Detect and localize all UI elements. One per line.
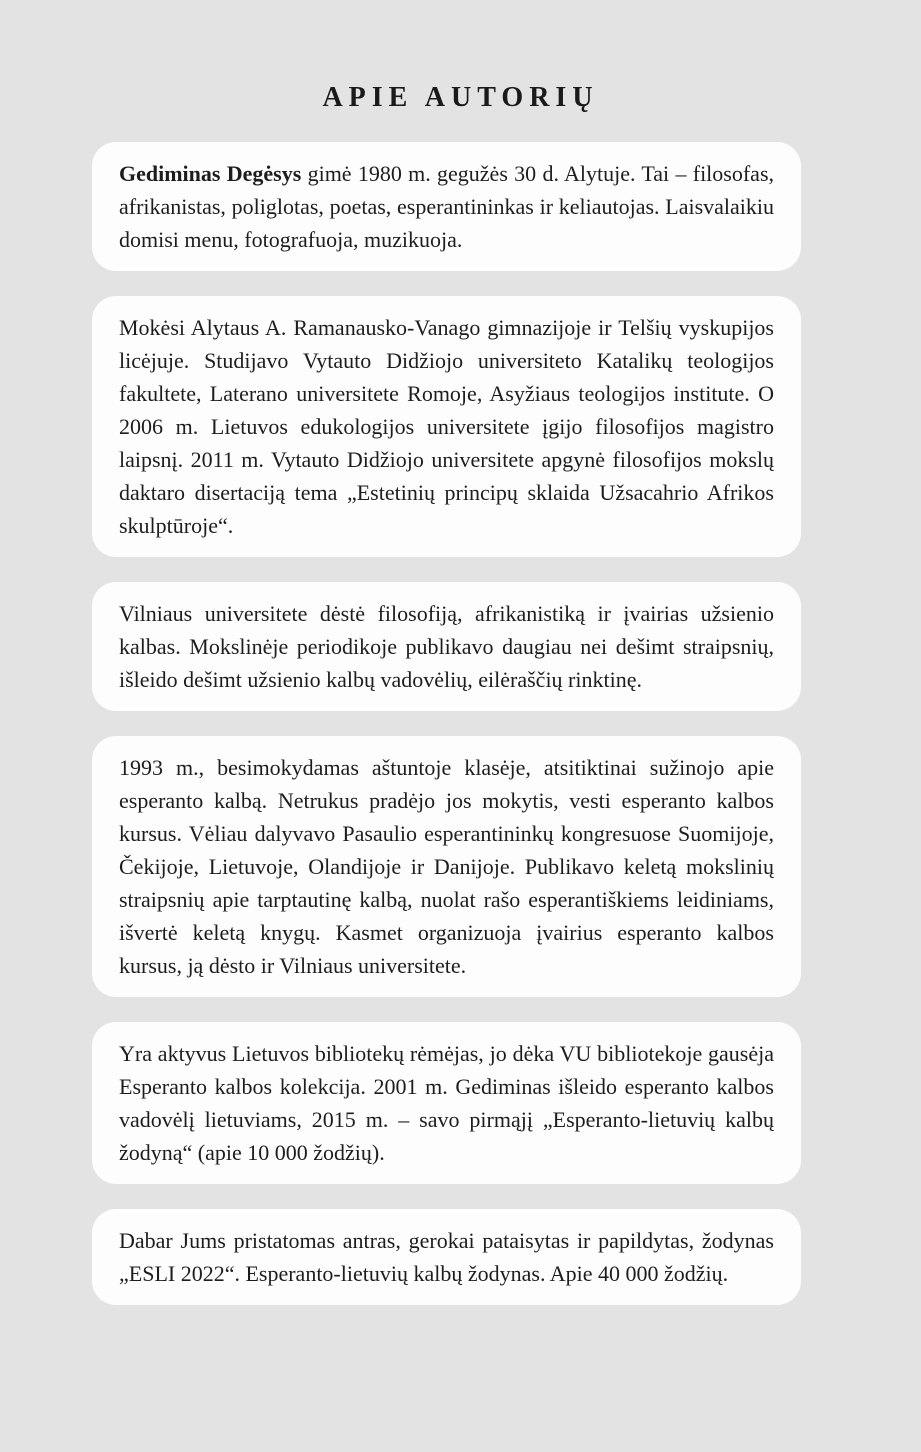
paragraph-card-esperanto xyxy=(92,736,801,997)
paragraph-text: Yra aktyvus Lietuvos bibliotekų rėmėjas, jo dėka VU bibliotekoje gausėja Esperanto kalbos kolekcija. 2001 m. Gediminas išleido esperanto kalbos vadovėlį lietuviams, 2015 m. – savo pirmąjį „Esperanto-lietuvių kalbų žodyną“ (apie 10 000 žodžių). xyxy=(119,1041,774,1165)
paragraph-card-dictionary xyxy=(92,1209,801,1305)
paragraph-text: Vilniaus universitete dėstė filosofiją, afrikanistiką ir įvairias užsienio kalbas. Mokslinėje periodikoje publikavo daugiau nei dešimt straipsnių, išleido dešimt užsienio kalbų vadovėlių, eilėraščių rinktinę. xyxy=(119,601,774,692)
paragraph-card-libraries xyxy=(92,1022,801,1184)
paragraph-text: gimė 1980 m. gegužės 30 d. Alytuje. Tai – filosofas, afrikanistas, poliglotas, poetas, esperantininkas ir keliautojas. Laisvalaikiu domisi menu, fotografuoja, muzikuoja. xyxy=(119,161,775,252)
paragraph-card-education xyxy=(92,296,801,557)
paragraph-text: Mokėsi Alytaus A. Ramanausko-Vanago gimnazijoje ir Telšių vyskupijos licėjuje. Studijavo Vytauto Didžiojo universiteto Katalikų teologijos fakultete, Laterano universitete Romoje, Asyžiaus teologijos institute. O 2006 m. Lietuvos edukologijos universitete įgijo filosofijos magistro laipsnį. 2011 m. Vytauto Didžiojo universitete apgynė filosofijos mokslų daktaro disertaciją tema „Estetinių principų sklaida Užsacahrio Afrikos skulptūroje“. xyxy=(119,315,774,538)
page-title: APIE AUTORIŲ xyxy=(322,82,599,113)
paragraph-card-intro xyxy=(92,142,801,271)
content-column xyxy=(92,142,801,1370)
paragraph-text: 1993 m., besimokydamas aštuntoje klasėje, atsitiktinai sužinojo apie esperanto kalbą. Netrukus pradėjo jos mokytis, vesti esperanto kalbos kursus. Vėliau dalyvavo Pasaulio esperantininkų kongresuose Suomijoje, Čekijoje, Lietuvoje, Olandijoje ir Danijoje. Publikavo keletą mokslinių straipsnių apie tarptautinę kalbą, nuolat rašo esperantiškiems leidiniams, išvertė keletą knygų. Kasmet organizuoja įvairius esperanto kalbos kursus, ją dėsto ir Vilniaus universitete. xyxy=(119,755,774,978)
paragraph-text: Dabar Jums pristatomas antras, gerokai pataisytas ir papildytas, žodynas „ESLI 2022“. Esperanto-lietuvių kalbų žodynas. Apie 40 000 žodžių. xyxy=(119,1228,774,1286)
paragraph-card-university xyxy=(92,582,801,711)
author-name: Gediminas Degėsys xyxy=(119,161,302,186)
